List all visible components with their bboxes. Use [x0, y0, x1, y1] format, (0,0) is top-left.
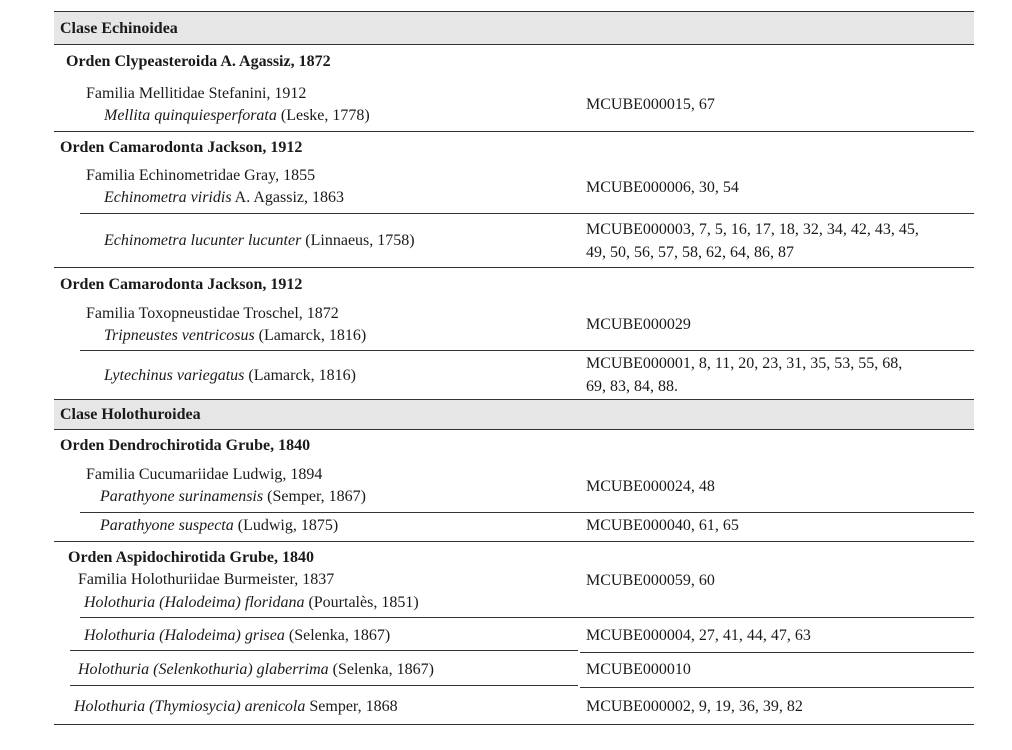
- species-italic: Echinometra viridis: [104, 189, 232, 206]
- catalog-numbers: MCUBE000040, 61, 65: [586, 517, 739, 534]
- species-name: [104, 231, 415, 251]
- species-italic: Holothuria (Halodeima) grisea: [84, 627, 285, 644]
- catalog-numbers: MCUBE000029: [586, 316, 691, 333]
- catalog-numbers: MCUBE000004, 27, 41, 44, 47, 63: [586, 627, 811, 644]
- table-row-divider: [580, 687, 974, 688]
- table-rule: [54, 541, 974, 542]
- section-band-echinoidea: [54, 12, 974, 44]
- species-italic: Holothuria (Halodeima) floridana: [84, 594, 305, 611]
- family-name: Familia Echinometridae Gray, 1855: [86, 167, 316, 184]
- order-name: Orden Clypeasteroida A. Agassiz, 1872: [66, 53, 331, 70]
- species-name: [100, 516, 338, 536]
- species-authority: (Semper, 1867): [267, 488, 366, 505]
- order-name: Orden Camarodonta Jackson, 1912: [60, 276, 303, 293]
- catalog-numbers: MCUBE000024, 48: [586, 478, 715, 495]
- table-row-divider: [580, 652, 974, 653]
- species-name: [104, 326, 366, 346]
- table-row-divider: [80, 213, 974, 214]
- species-italic: Echinometra lucunter lucunter: [104, 232, 302, 249]
- catalog-numbers: MCUBE000003, 7, 5, 16, 17, 18, 32, 34, 42, 43, 45,: [586, 221, 919, 238]
- family-name: Familia Holothuriidae Burmeister, 1837: [78, 571, 335, 588]
- species-italic: Parathyone surinamensis: [100, 488, 264, 505]
- species-authority: (Selenka, 1867): [332, 661, 434, 678]
- catalog-numbers: MCUBE000002, 9, 19, 36, 39, 82: [586, 698, 803, 715]
- order-name: Orden Dendrochirotida Grube, 1840: [60, 437, 311, 454]
- species-authority: (Lamarck, 1816): [248, 367, 356, 384]
- family-name: Familia Cucumariidae Ludwig, 1894: [86, 466, 323, 483]
- table-rule: [54, 131, 974, 132]
- order-name: Orden Aspidochirotida Grube, 1840: [68, 549, 314, 566]
- catalog-numbers-continued: 69, 83, 84, 88.: [586, 378, 678, 395]
- species-authority: (Pourtalès, 1851): [308, 594, 419, 611]
- species-authority: (Leske, 1778): [280, 107, 370, 124]
- species-authority: (Lamarck, 1816): [258, 327, 367, 344]
- family-name: Familia Mellitidae Stefanini, 1912: [86, 85, 307, 102]
- table-rule: [54, 724, 974, 725]
- table-rule: [54, 44, 974, 45]
- species-authority: A. Agassiz, 1863: [234, 189, 344, 206]
- table-row-divider: [70, 650, 578, 651]
- species-authority: Semper, 1868: [309, 698, 398, 715]
- species-italic: Lytechinus variegatus: [104, 367, 245, 384]
- species-authority: (Linnaeus, 1758): [305, 232, 415, 249]
- order-name: Orden Camarodonta Jackson, 1912: [60, 139, 303, 156]
- table-row-divider: [80, 617, 974, 618]
- table-rule: [54, 267, 974, 268]
- species-name: [104, 188, 344, 208]
- species-name: [100, 487, 366, 507]
- catalog-numbers: MCUBE000015, 67: [586, 96, 715, 113]
- catalog-numbers: MCUBE000001, 8, 11, 20, 23, 31, 35, 53, 55, 68,: [586, 355, 903, 372]
- species-name: [74, 697, 398, 717]
- species-italic: Tripneustes ventricosus: [104, 327, 255, 344]
- table-row-divider: [80, 512, 974, 513]
- section-title-echinoidea: Clase Echinoidea: [60, 20, 178, 37]
- species-name: [84, 593, 419, 613]
- catalog-numbers: MCUBE000006, 30, 54: [586, 179, 739, 196]
- table-row-divider: [80, 350, 974, 351]
- family-name: Familia Toxopneustidae Troschel, 1872: [86, 305, 339, 322]
- species-name: [104, 366, 356, 386]
- species-italic: Holothuria (Selenkothuria) glaberrima: [78, 661, 329, 678]
- species-italic: Holothuria (Thymiosycia) arenicola: [74, 698, 306, 715]
- species-italic: Mellita quinquiesperforata: [104, 107, 277, 124]
- section-title-holothuroidea: Clase Holothuroidea: [60, 406, 201, 423]
- catalog-numbers: MCUBE000010: [586, 661, 691, 678]
- species-name: [104, 106, 370, 126]
- catalog-numbers-continued: 49, 50, 56, 57, 58, 62, 64, 86, 87: [586, 244, 794, 261]
- species-name: [84, 626, 390, 646]
- table-row-divider: [70, 685, 578, 686]
- species-italic: Parathyone suspecta: [100, 517, 234, 534]
- species-authority: (Ludwig, 1875): [237, 517, 339, 534]
- catalog-numbers: MCUBE000059, 60: [586, 572, 715, 589]
- species-authority: (Selenka, 1867): [288, 627, 391, 644]
- species-name: [78, 660, 434, 680]
- table-rule: [54, 429, 974, 430]
